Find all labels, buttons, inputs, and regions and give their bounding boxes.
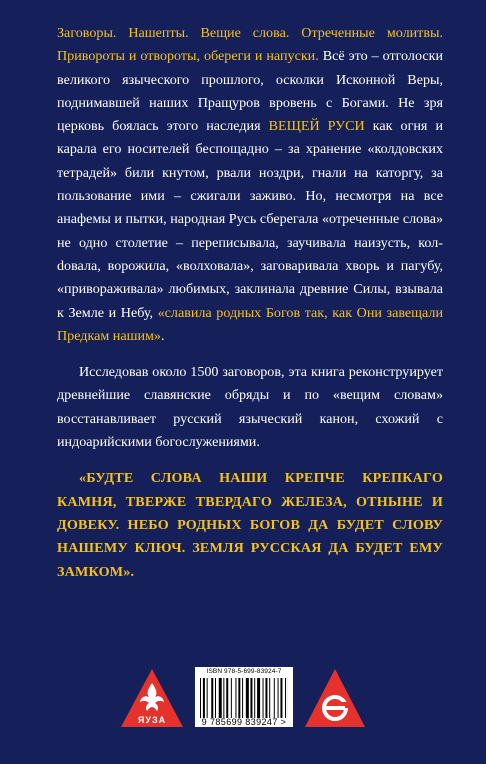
intro-lead: Заговоры. Нашепты. Вещие слова. Отреченные молитвы. Привороты и отвороты, обереги и напуски. <box>57 25 443 65</box>
ean-number: 9 785699 839247 > <box>201 717 287 727</box>
barcode-bars <box>200 678 288 718</box>
intro-end: . <box>160 327 165 344</box>
quote-paragraph: «БУДТЕ СЛОВА НАШИ КРЕПЧЕ КРЕПКАГО КАМНЯ, ТВЕРЖЕ ТВЕРДАГО ЖЕЛЕЗА, ОТНЫНЕ И ДОВЕКУ. НЕБО РОДНЫХ БОГОВ ДА БУДЕТ СЛОВУ НАШЕМУ КЛЮЧ. ЗЕМЛЯ РУССКАЯ ДА БУДЕТ ЕМУ ЗАМКОМ». <box>57 470 443 580</box>
intro-body-b: как огня и карала его носителей беспощадно – за хранение «колдовских тетрадей» били кнутом, рвали ноздри, гнали на каторгу, за пользование ими – сжигали заживо. Но, несмотря на все анафемы и пытки, народная Русь сберегала «отреченные слова» не одно столетие – переписывала, заучивала наизусть, колdовала, ворожила, «волховала», заговаривала хворь и пагубу, «привораживала» любимых, заклинала древние Силы, взывала к Земле и Небу, <box>57 118 443 321</box>
yauza-logo <box>119 667 185 729</box>
yauza-label: ЯУЗА <box>137 715 167 725</box>
eksmo-logo <box>303 667 367 729</box>
second-paragraph: Исследовав около 1500 заговоров, эта книга реконструирует древнейшие славянские обряды и по «вещим словам» восстанавливает русский языческий канон, схожий с индоарийскими богослужениями. <box>57 364 443 451</box>
intro-paragraph <box>57 22 443 348</box>
intro-closing: «славила родных Богов так, как Они завещали Предкам нашим» <box>57 304 443 344</box>
barcode <box>195 667 293 727</box>
isbn-text: ISBN 978-5-699-83924-7 <box>206 668 282 675</box>
intro-body-a: Всё это – отголоски великого языческого прошлого, осколки Исконной Веры, поднимавшей наших Пращуров вровень с Богами. Не зря церковь боялась этого наследия <box>57 48 443 135</box>
annotation-text <box>57 22 443 584</box>
intro-highlight: ВЕЩЕЙ РУСИ <box>268 118 365 135</box>
